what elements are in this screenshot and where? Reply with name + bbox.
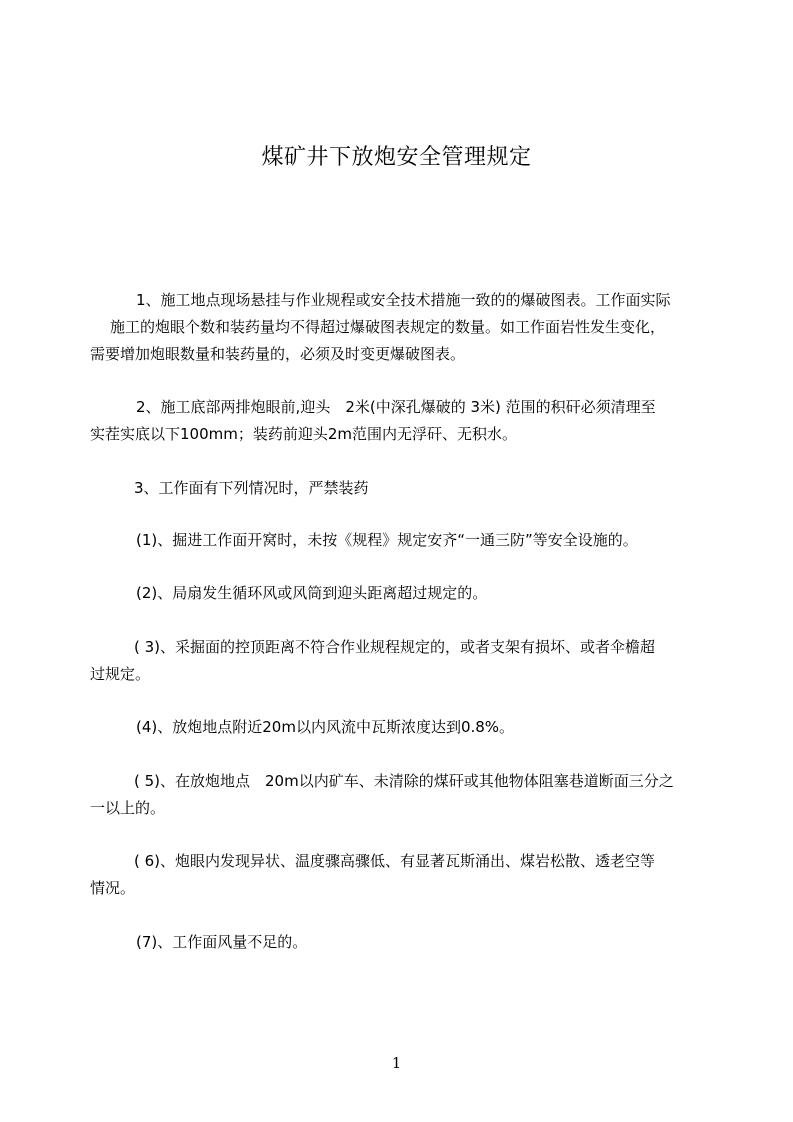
paragraph-line: 3、工作面有下列情况时，严禁装药 bbox=[134, 479, 369, 497]
paragraph-4 bbox=[90, 527, 720, 554]
paragraph-line: 过规定。 bbox=[90, 665, 151, 683]
paragraph-line: 实茬实底以下100mm；装药前迎头2m范围内无浮矸、无积水。 bbox=[90, 425, 518, 443]
paragraph-line: ( 5)、在放炮地点 20m以内矿车、未清除的煤矸或其他物体阻塞巷道断面三分之 bbox=[134, 772, 674, 790]
paragraph-line: 需要增加炮眼数量和装药量的，必须及时变更爆破图表。 bbox=[90, 345, 466, 363]
paragraph-10 bbox=[90, 929, 720, 956]
paragraph-line: 施工的炮眼个数和装药量均不得超过爆破图表规定的数量。如工作面岩性发生变化， bbox=[110, 318, 666, 336]
document-title: 煤矿井下放炮安全管理规定 bbox=[261, 145, 532, 170]
paragraph-7 bbox=[90, 714, 720, 741]
paragraph-5 bbox=[90, 580, 720, 607]
paragraph-line: ( 6)、炮眼内发现异状、温度骤高骤低、有显著瓦斯涌出、煤岩松散、透老空等 bbox=[134, 852, 656, 870]
paragraph-line: 1、施工地点现场悬挂与作业规程或安全技术措施一致的的爆破图表。工作面实际 bbox=[136, 291, 671, 309]
paragraph-line: (1)、掘进工作面开窝时，未按《规程》规定安齐“一通三防”等安全设施的。 bbox=[136, 531, 638, 549]
paragraph-3 bbox=[90, 475, 720, 502]
paragraph-line: (7)、工作面风量不足的。 bbox=[136, 933, 308, 951]
paragraph-line: 2、施工底部两排炮眼前,迎头 2米(中深孔爆破的 3米) 范围的积矸必须清理至 bbox=[136, 398, 656, 416]
paragraph-line: 一以上的。 bbox=[90, 799, 166, 817]
paragraph-2 bbox=[90, 394, 720, 448]
paragraph-1 bbox=[90, 287, 720, 368]
paragraph-8 bbox=[90, 768, 720, 822]
paragraph-line: ( 3)、采掘面的控顶距离不符合作业规程规定的，或者支架有损坏、或者伞檐超 bbox=[134, 638, 656, 656]
paragraph-line: (2)、局扇发生循环风或风筒到迎头距离超过规定的。 bbox=[136, 584, 488, 602]
paragraph-6 bbox=[90, 634, 720, 688]
page-number: 1 bbox=[391, 1054, 402, 1072]
paragraph-9 bbox=[90, 848, 720, 902]
paragraph-line: 情况。 bbox=[90, 879, 136, 897]
paragraph-line: (4)、放炮地点附近20m以内风流中瓦斯浓度达到0.8%。 bbox=[136, 718, 515, 736]
